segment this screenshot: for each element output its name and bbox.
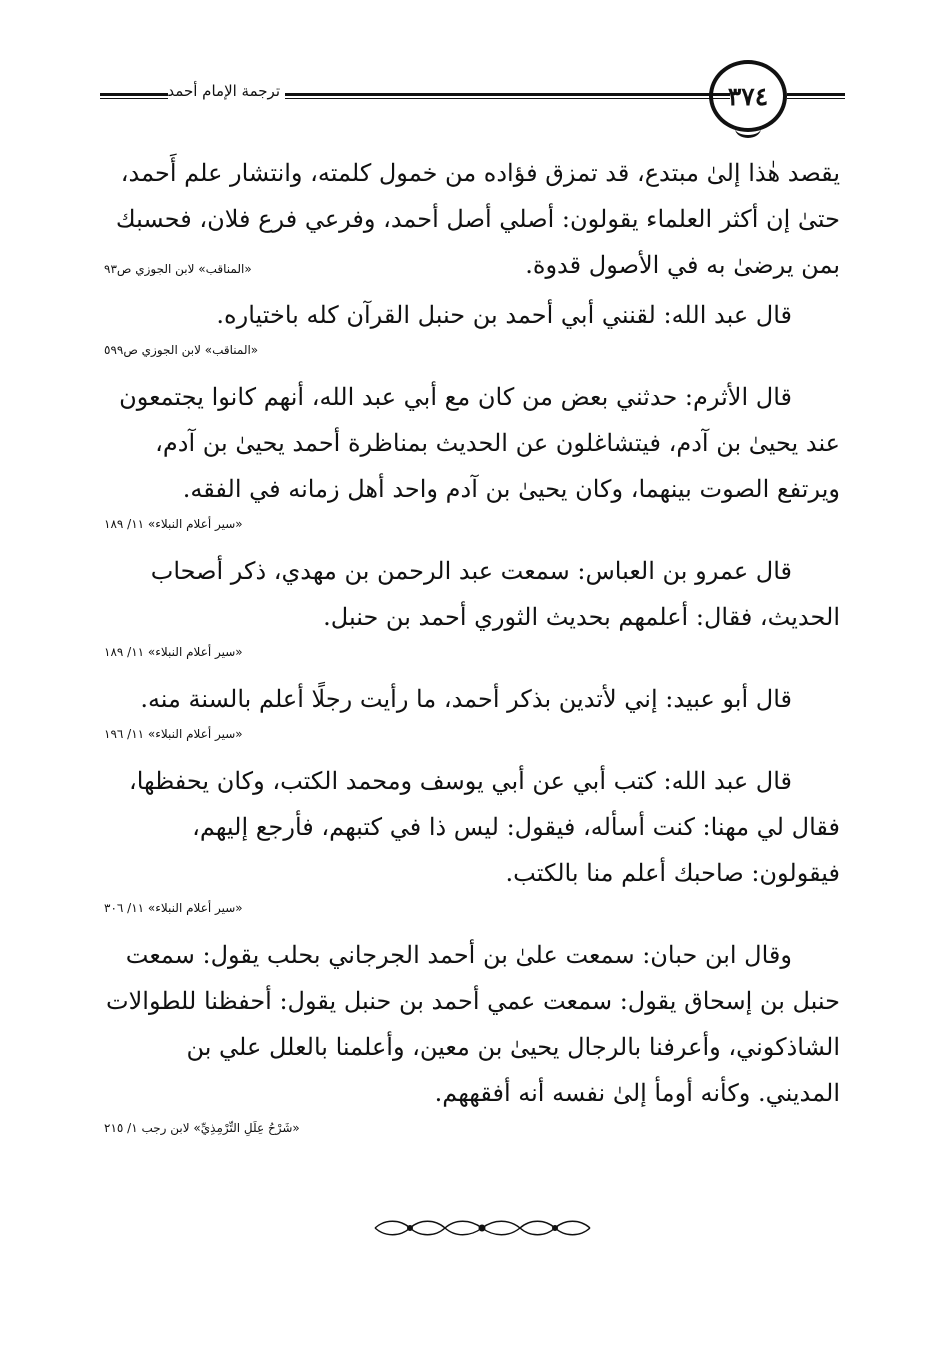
text-line: قال عبد الله: كتب أبي عن أبي يوسف ومحمد الكتب، وكان يحفظها، [128,767,792,795]
text-line: فقال لي مهنا: كنت أسأله، فيقول: ليس ذا في كتبهم، فأرجع إليهم، [192,813,840,841]
page-body [104,150,840,1152]
text-line: المديني. وكأنه أومأ إلىٰ نفسه أنه أفقههم. [434,1079,840,1107]
text-line: ويرتفع الصوت بينهما، وكان يحيىٰ بن آدم واحد أهل زمانه في الفقه. [182,475,840,503]
text-line: حتىٰ إن أكثر العلماء يقولون: أصلي أصل أحمد، وفرعي فرع فلان، فحسبك [115,205,840,233]
page-header [100,60,845,140]
text-line: قال الأثرم: حدثني بعض من كان مع أبي عبد الله، أنهم كانوا يجتمعون [119,383,792,411]
source-citation: «سير أعلام النبلاء» ١١/ ٣٠٦ [104,901,243,915]
text-line: حنبل بن إسحاق يقول: سمعت عمي أحمد بن حنبل يقول: أحفظنا للطوالات [106,987,840,1015]
text-line: يقصد هٰذا إلىٰ مبتدع، قد تمزق فؤاده من خمول كلمته، وانتشار علم أَحمد، [120,159,840,187]
text-line: الحديث، فقال: أعلمهم بحديث الثوري أحمد بن حنبل. [323,603,840,631]
source-citation: «سير أعلام النبلاء» ١١/ ١٨٩ [104,645,243,659]
source-citation: «سير أعلام النبلاء» ١١/ ١٨٩ [104,517,243,531]
paragraph [104,758,840,896]
text-line: قال عبد الله: لقنني أبي أحمد بن حنبل القرآن كله باختياره. [216,301,792,329]
header-rule-right [787,93,845,99]
paragraph [104,676,840,722]
paragraph [104,292,840,338]
paragraph [104,548,840,640]
text-line [104,242,840,292]
text-line: الشاذكوني، وأعرفنا بالرجال يحيىٰ بن معين، وأعلمنا بالعلل علي بن [186,1033,840,1061]
source-citation: «سير أعلام النبلاء» ١١/ ١٩٦ [104,727,243,741]
text-line: قال أبو عبيد: إني لأتدين بذكر أحمد، ما رأيت رجلًا أعلم بالسنة منه. [140,685,792,713]
text-line: فيقولون: صاحبك أعلم منا بالكتب. [505,859,840,887]
header-rule-middle [285,93,730,99]
text-line: قال عمرو بن العباس: سمعت عبد الرحمن بن مهدي، ذكر أصحاب [150,557,792,585]
source-citation: «المناقب» لابن الجوزي ص٩٣ [104,262,252,276]
page-number: ٣٧٤ [709,60,787,132]
running-title: ترجمة الإمام أحمد [167,82,280,100]
header-rule-left [100,93,168,99]
footer-ornament-icon [370,1217,595,1239]
paragraph [104,932,840,1116]
text-line: عند يحيىٰ بن آدم، فيتشاغلون عن الحديث بمناظرة أحمد يحيىٰ بن آدم، [155,429,840,457]
source-citation: «المناقب» لابن الجوزي ص٥٩٩ [104,343,259,357]
paragraph [104,374,840,512]
text-line-content: بمن يرضىٰ به في الأصول قدوة. [525,251,840,279]
source-citation: «شَرْحُ عِلَلِ التِّرْمِذِيِّ» لابن رجب ١/ ٢١٥ [104,1121,300,1135]
paragraph [104,150,840,292]
text-line: وقال ابن حبان: سمعت علىٰ بن أحمد الجرجاني بحلب يقول: سمعت [125,941,792,969]
